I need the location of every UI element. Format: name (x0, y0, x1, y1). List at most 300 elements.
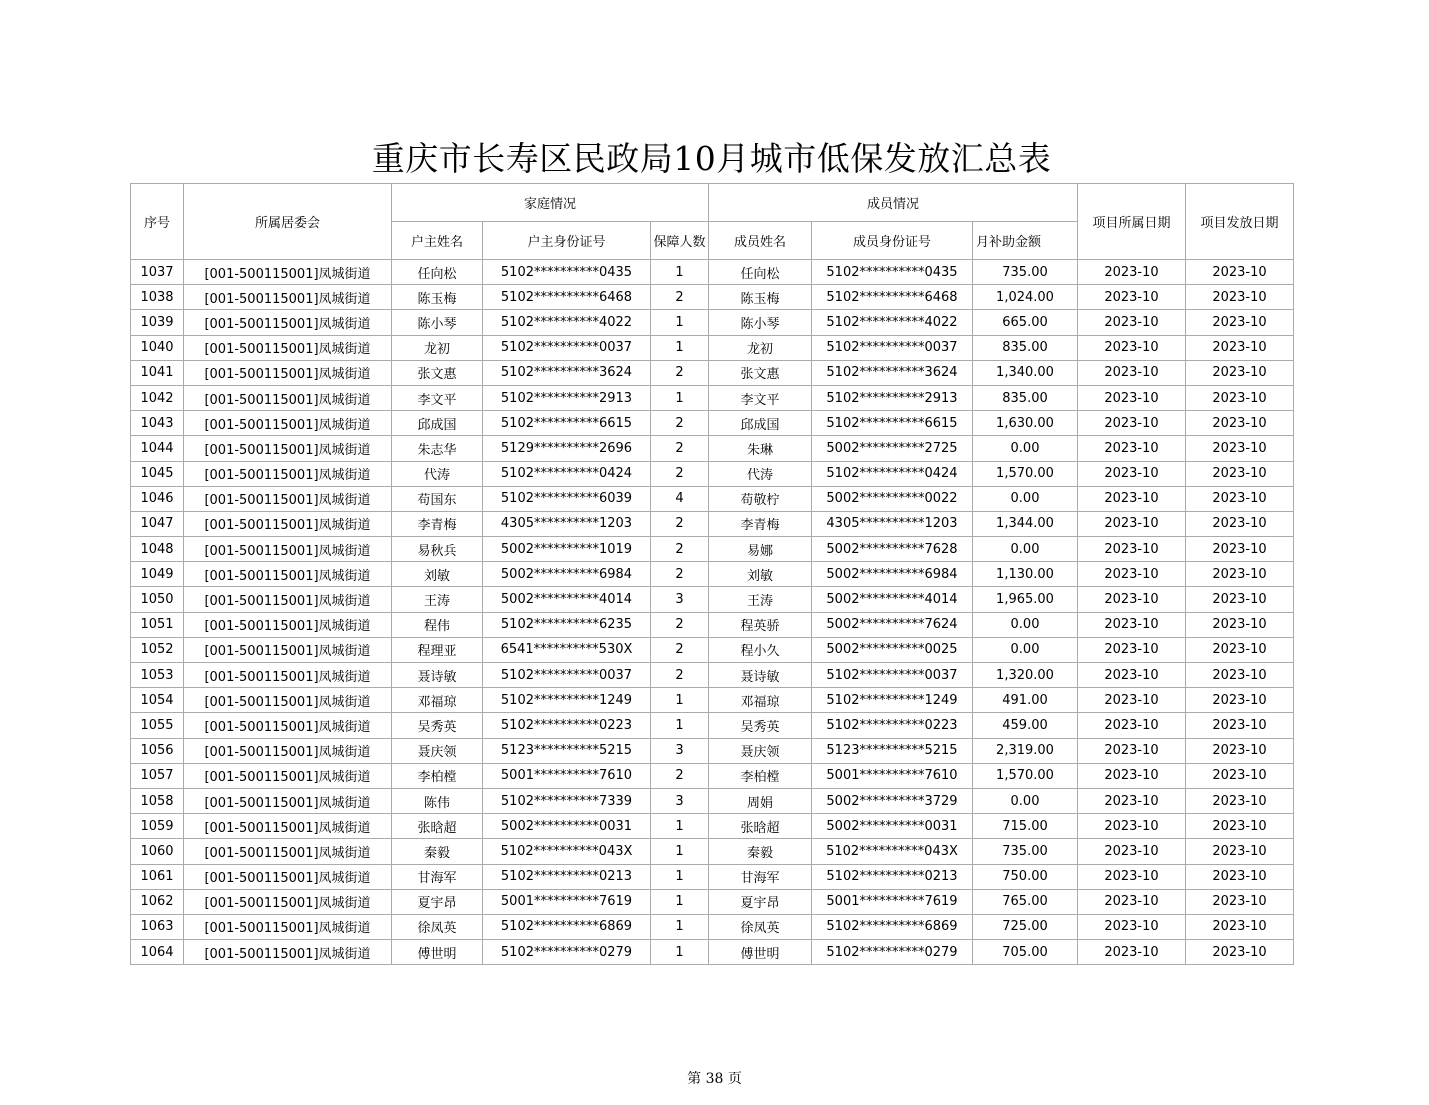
cell-subsidy: 1,965.00 (973, 587, 1078, 612)
cell-member-name: 陈小琴 (709, 310, 812, 335)
cell-seq: 1054 (131, 688, 184, 713)
cell-project-month: 2023-10 (1078, 537, 1186, 562)
cell-member-name: 任向松 (709, 260, 812, 285)
cell-head-id: 5002**********1019 (483, 537, 651, 562)
cell-member-id: 5102**********2913 (812, 385, 973, 410)
cell-head-id: 5102**********6235 (483, 612, 651, 637)
header-member-name: 成员姓名 (709, 222, 812, 260)
cell-issue-date: 2023-10 (1186, 839, 1294, 864)
cell-project-month: 2023-10 (1078, 461, 1186, 486)
cell-head-id: 5102**********1249 (483, 688, 651, 713)
cell-project-month: 2023-10 (1078, 940, 1186, 965)
cell-head-id: 5102**********6869 (483, 914, 651, 939)
cell-covered: 1 (651, 688, 709, 713)
cell-head-name: 代涛 (392, 461, 483, 486)
cell-seq: 1060 (131, 839, 184, 864)
cell-covered: 1 (651, 335, 709, 360)
cell-seq: 1063 (131, 914, 184, 939)
cell-member-id: 5102**********043X (812, 839, 973, 864)
cell-committee: [001-500115001]凤城街道 (184, 763, 392, 788)
cell-head-name: 龙初 (392, 335, 483, 360)
cell-issue-date: 2023-10 (1186, 889, 1294, 914)
cell-subsidy: 765.00 (973, 889, 1078, 914)
table-row (131, 587, 1294, 612)
cell-covered: 2 (651, 663, 709, 688)
cell-seq: 1041 (131, 360, 184, 385)
table-row (131, 285, 1294, 310)
cell-project-month: 2023-10 (1078, 688, 1186, 713)
cell-head-name: 陈玉梅 (392, 285, 483, 310)
cell-member-id: 5102**********6468 (812, 285, 973, 310)
cell-head-name: 苟国东 (392, 486, 483, 511)
cell-member-id: 4305**********1203 (812, 511, 973, 536)
cell-seq: 1053 (131, 663, 184, 688)
cell-subsidy: 1,024.00 (973, 285, 1078, 310)
subsidy-table (130, 183, 1294, 965)
cell-member-id: 5002**********0031 (812, 814, 973, 839)
table-row (131, 788, 1294, 813)
cell-seq: 1049 (131, 562, 184, 587)
cell-project-month: 2023-10 (1078, 486, 1186, 511)
cell-head-id: 5102**********0213 (483, 864, 651, 889)
cell-member-id: 5102**********0435 (812, 260, 973, 285)
cell-head-name: 易秋兵 (392, 537, 483, 562)
cell-seq: 1039 (131, 310, 184, 335)
cell-covered: 1 (651, 385, 709, 410)
cell-committee: [001-500115001]凤城街道 (184, 788, 392, 813)
cell-head-name: 吴秀英 (392, 713, 483, 738)
cell-member-id: 5002**********7628 (812, 537, 973, 562)
cell-member-id: 5002**********7624 (812, 612, 973, 637)
cell-head-name: 夏宇昂 (392, 889, 483, 914)
cell-committee: [001-500115001]凤城街道 (184, 310, 392, 335)
table-row (131, 940, 1294, 965)
cell-member-name: 苟敬柠 (709, 486, 812, 511)
cell-issue-date: 2023-10 (1186, 587, 1294, 612)
cell-seq: 1059 (131, 814, 184, 839)
table-header (131, 184, 1294, 260)
cell-covered: 2 (651, 637, 709, 662)
cell-subsidy: 0.00 (973, 637, 1078, 662)
cell-subsidy: 705.00 (973, 940, 1078, 965)
cell-member-name: 夏宇昂 (709, 889, 812, 914)
cell-head-id: 5102**********0435 (483, 260, 651, 285)
cell-member-id: 5102**********0223 (812, 713, 973, 738)
cell-seq: 1061 (131, 864, 184, 889)
cell-subsidy: 835.00 (973, 385, 1078, 410)
cell-member-id: 5002**********4014 (812, 587, 973, 612)
cell-head-id: 5102**********0424 (483, 461, 651, 486)
cell-head-id: 5102**********0223 (483, 713, 651, 738)
cell-member-id: 5102**********0424 (812, 461, 973, 486)
cell-covered: 2 (651, 612, 709, 637)
cell-project-month: 2023-10 (1078, 814, 1186, 839)
table-row (131, 335, 1294, 360)
cell-subsidy: 1,570.00 (973, 763, 1078, 788)
cell-seq: 1038 (131, 285, 184, 310)
cell-committee: [001-500115001]凤城街道 (184, 562, 392, 587)
table-row (131, 360, 1294, 385)
cell-member-name: 聂庆领 (709, 738, 812, 763)
cell-member-id: 5002**********0022 (812, 486, 973, 511)
table-row (131, 763, 1294, 788)
cell-head-id: 5102**********7339 (483, 788, 651, 813)
cell-member-name: 陈玉梅 (709, 285, 812, 310)
cell-project-month: 2023-10 (1078, 260, 1186, 285)
cell-member-name: 吴秀英 (709, 713, 812, 738)
table-row (131, 688, 1294, 713)
cell-subsidy: 0.00 (973, 486, 1078, 511)
cell-member-id: 5102**********1249 (812, 688, 973, 713)
cell-head-name: 徐凤英 (392, 914, 483, 939)
cell-seq: 1062 (131, 889, 184, 914)
cell-committee: [001-500115001]凤城街道 (184, 587, 392, 612)
cell-covered: 2 (651, 436, 709, 461)
cell-head-name: 聂庆领 (392, 738, 483, 763)
cell-seq: 1042 (131, 385, 184, 410)
cell-issue-date: 2023-10 (1186, 940, 1294, 965)
cell-member-name: 傅世明 (709, 940, 812, 965)
cell-seq: 1044 (131, 436, 184, 461)
cell-head-name: 秦毅 (392, 839, 483, 864)
cell-subsidy: 0.00 (973, 436, 1078, 461)
cell-committee: [001-500115001]凤城街道 (184, 637, 392, 662)
cell-member-name: 易娜 (709, 537, 812, 562)
cell-head-name: 张晗超 (392, 814, 483, 839)
cell-issue-date: 2023-10 (1186, 310, 1294, 335)
cell-seq: 1056 (131, 738, 184, 763)
cell-subsidy: 735.00 (973, 839, 1078, 864)
cell-committee: [001-500115001]凤城街道 (184, 360, 392, 385)
cell-head-id: 5001**********7619 (483, 889, 651, 914)
cell-committee: [001-500115001]凤城街道 (184, 335, 392, 360)
header-member-id: 成员身份证号 (812, 222, 973, 260)
cell-member-id: 5001**********7619 (812, 889, 973, 914)
cell-committee: [001-500115001]凤城街道 (184, 612, 392, 637)
cell-project-month: 2023-10 (1078, 637, 1186, 662)
cell-head-name: 邱成国 (392, 411, 483, 436)
cell-issue-date: 2023-10 (1186, 788, 1294, 813)
cell-head-id: 4305**********1203 (483, 511, 651, 536)
cell-member-name: 龙初 (709, 335, 812, 360)
cell-project-month: 2023-10 (1078, 562, 1186, 587)
table-row (131, 738, 1294, 763)
cell-project-month: 2023-10 (1078, 788, 1186, 813)
cell-member-name: 程英骄 (709, 612, 812, 637)
cell-committee: [001-500115001]凤城街道 (184, 940, 392, 965)
cell-head-id: 5102**********0279 (483, 940, 651, 965)
table-row (131, 537, 1294, 562)
cell-member-id: 5102**********0213 (812, 864, 973, 889)
table-row (131, 713, 1294, 738)
cell-committee: [001-500115001]凤城街道 (184, 285, 392, 310)
table-row (131, 864, 1294, 889)
cell-project-month: 2023-10 (1078, 385, 1186, 410)
cell-member-id: 5002**********6984 (812, 562, 973, 587)
cell-committee: [001-500115001]凤城街道 (184, 713, 392, 738)
cell-project-month: 2023-10 (1078, 663, 1186, 688)
cell-member-name: 秦毅 (709, 839, 812, 864)
cell-member-name: 邱成国 (709, 411, 812, 436)
cell-committee: [001-500115001]凤城街道 (184, 537, 392, 562)
cell-issue-date: 2023-10 (1186, 511, 1294, 536)
cell-head-id: 5102**********0037 (483, 663, 651, 688)
cell-head-id: 5102**********0037 (483, 335, 651, 360)
header-subsidy: 月补助金额 (973, 222, 1078, 260)
cell-covered: 1 (651, 914, 709, 939)
cell-issue-date: 2023-10 (1186, 436, 1294, 461)
cell-head-id: 5123**********5215 (483, 738, 651, 763)
cell-member-id: 5002**********3729 (812, 788, 973, 813)
cell-seq: 1055 (131, 713, 184, 738)
cell-issue-date: 2023-10 (1186, 713, 1294, 738)
cell-head-name: 王涛 (392, 587, 483, 612)
cell-head-id: 5002**********4014 (483, 587, 651, 612)
cell-head-name: 李柏樘 (392, 763, 483, 788)
table-row (131, 461, 1294, 486)
cell-subsidy: 2,319.00 (973, 738, 1078, 763)
table-row (131, 411, 1294, 436)
cell-seq: 1043 (131, 411, 184, 436)
table-row (131, 486, 1294, 511)
cell-covered: 2 (651, 763, 709, 788)
cell-project-month: 2023-10 (1078, 587, 1186, 612)
table-row (131, 914, 1294, 939)
cell-committee: [001-500115001]凤城街道 (184, 260, 392, 285)
cell-head-id: 6541**********530X (483, 637, 651, 662)
cell-seq: 1047 (131, 511, 184, 536)
cell-member-id: 5102**********0279 (812, 940, 973, 965)
cell-subsidy: 715.00 (973, 814, 1078, 839)
cell-head-name: 聂诗敏 (392, 663, 483, 688)
cell-covered: 2 (651, 537, 709, 562)
cell-head-id: 5129**********2696 (483, 436, 651, 461)
cell-seq: 1050 (131, 587, 184, 612)
header-row-1 (131, 184, 1294, 222)
cell-head-id: 5102**********043X (483, 839, 651, 864)
cell-subsidy: 665.00 (973, 310, 1078, 335)
cell-seq: 1058 (131, 788, 184, 813)
cell-subsidy: 0.00 (973, 788, 1078, 813)
cell-head-id: 5002**********6984 (483, 562, 651, 587)
cell-project-month: 2023-10 (1078, 914, 1186, 939)
cell-seq: 1037 (131, 260, 184, 285)
cell-covered: 2 (651, 562, 709, 587)
cell-member-id: 5102**********0037 (812, 663, 973, 688)
cell-head-name: 甘海军 (392, 864, 483, 889)
cell-subsidy: 1,130.00 (973, 562, 1078, 587)
cell-head-id: 5001**********7610 (483, 763, 651, 788)
page-number: 第 38 页 (687, 1071, 742, 1087)
cell-committee: [001-500115001]凤城街道 (184, 864, 392, 889)
cell-issue-date: 2023-10 (1186, 260, 1294, 285)
table-row (131, 436, 1294, 461)
cell-issue-date: 2023-10 (1186, 486, 1294, 511)
cell-covered: 1 (651, 940, 709, 965)
cell-member-name: 朱琳 (709, 436, 812, 461)
cell-member-id: 5102**********6869 (812, 914, 973, 939)
table-row (131, 839, 1294, 864)
cell-head-name: 李青梅 (392, 511, 483, 536)
cell-member-id: 5001**********7610 (812, 763, 973, 788)
table-row (131, 310, 1294, 335)
cell-member-name: 聂诗敏 (709, 663, 812, 688)
cell-seq: 1048 (131, 537, 184, 562)
cell-committee: [001-500115001]凤城街道 (184, 411, 392, 436)
cell-issue-date: 2023-10 (1186, 461, 1294, 486)
cell-issue-date: 2023-10 (1186, 385, 1294, 410)
cell-head-name: 张文惠 (392, 360, 483, 385)
cell-subsidy: 835.00 (973, 335, 1078, 360)
cell-member-name: 张晗超 (709, 814, 812, 839)
table-row (131, 511, 1294, 536)
cell-member-name: 甘海军 (709, 864, 812, 889)
cell-head-id: 5002**********0031 (483, 814, 651, 839)
cell-member-name: 代涛 (709, 461, 812, 486)
cell-subsidy: 1,320.00 (973, 663, 1078, 688)
table-row (131, 637, 1294, 662)
cell-covered: 4 (651, 486, 709, 511)
cell-head-name: 陈小琴 (392, 310, 483, 335)
cell-seq: 1052 (131, 637, 184, 662)
cell-member-name: 张文惠 (709, 360, 812, 385)
table-row (131, 814, 1294, 839)
header-issue-date: 项目发放日期 (1186, 184, 1294, 260)
cell-issue-date: 2023-10 (1186, 612, 1294, 637)
cell-committee: [001-500115001]凤城街道 (184, 738, 392, 763)
cell-committee: [001-500115001]凤城街道 (184, 889, 392, 914)
cell-project-month: 2023-10 (1078, 360, 1186, 385)
cell-issue-date: 2023-10 (1186, 688, 1294, 713)
header-seq: 序号 (131, 184, 184, 260)
cell-seq: 1046 (131, 486, 184, 511)
cell-project-month: 2023-10 (1078, 511, 1186, 536)
cell-covered: 1 (651, 839, 709, 864)
cell-covered: 1 (651, 260, 709, 285)
header-project-month: 项目所属日期 (1078, 184, 1186, 260)
cell-member-id: 5002**********0025 (812, 637, 973, 662)
cell-head-id: 5102**********6039 (483, 486, 651, 511)
cell-covered: 1 (651, 310, 709, 335)
cell-head-name: 邓福琼 (392, 688, 483, 713)
cell-project-month: 2023-10 (1078, 335, 1186, 360)
cell-covered: 2 (651, 461, 709, 486)
cell-covered: 3 (651, 788, 709, 813)
cell-head-name: 傅世明 (392, 940, 483, 965)
cell-covered: 1 (651, 814, 709, 839)
cell-member-id: 5123**********5215 (812, 738, 973, 763)
cell-member-id: 5102**********4022 (812, 310, 973, 335)
cell-head-id: 5102**********3624 (483, 360, 651, 385)
cell-issue-date: 2023-10 (1186, 562, 1294, 587)
cell-member-id: 5102**********3624 (812, 360, 973, 385)
cell-issue-date: 2023-10 (1186, 914, 1294, 939)
cell-project-month: 2023-10 (1078, 713, 1186, 738)
cell-project-month: 2023-10 (1078, 612, 1186, 637)
cell-covered: 1 (651, 889, 709, 914)
cell-subsidy: 0.00 (973, 612, 1078, 637)
cell-subsidy: 735.00 (973, 260, 1078, 285)
cell-project-month: 2023-10 (1078, 839, 1186, 864)
cell-project-month: 2023-10 (1078, 738, 1186, 763)
cell-issue-date: 2023-10 (1186, 637, 1294, 662)
cell-head-name: 程伟 (392, 612, 483, 637)
cell-issue-date: 2023-10 (1186, 738, 1294, 763)
cell-committee: [001-500115001]凤城街道 (184, 914, 392, 939)
cell-project-month: 2023-10 (1078, 864, 1186, 889)
cell-project-month: 2023-10 (1078, 411, 1186, 436)
cell-covered: 3 (651, 587, 709, 612)
cell-member-id: 5102**********0037 (812, 335, 973, 360)
cell-member-id: 5102**********6615 (812, 411, 973, 436)
cell-seq: 1057 (131, 763, 184, 788)
cell-member-name: 李青梅 (709, 511, 812, 536)
cell-member-name: 程小久 (709, 637, 812, 662)
cell-subsidy: 1,340.00 (973, 360, 1078, 385)
cell-issue-date: 2023-10 (1186, 663, 1294, 688)
cell-project-month: 2023-10 (1078, 763, 1186, 788)
cell-issue-date: 2023-10 (1186, 814, 1294, 839)
table-body (131, 260, 1294, 965)
cell-head-name: 李文平 (392, 385, 483, 410)
header-member-group: 成员情况 (709, 184, 1078, 222)
cell-member-name: 周娟 (709, 788, 812, 813)
cell-head-id: 5102**********6615 (483, 411, 651, 436)
cell-head-name: 刘敏 (392, 562, 483, 587)
cell-subsidy: 459.00 (973, 713, 1078, 738)
cell-issue-date: 2023-10 (1186, 763, 1294, 788)
cell-committee: [001-500115001]凤城街道 (184, 511, 392, 536)
cell-issue-date: 2023-10 (1186, 537, 1294, 562)
header-head-name: 户主姓名 (392, 222, 483, 260)
cell-project-month: 2023-10 (1078, 310, 1186, 335)
cell-head-name: 程理亚 (392, 637, 483, 662)
table-row (131, 260, 1294, 285)
cell-covered: 2 (651, 285, 709, 310)
cell-committee: [001-500115001]凤城街道 (184, 688, 392, 713)
cell-project-month: 2023-10 (1078, 436, 1186, 461)
header-committee: 所属居委会 (184, 184, 392, 260)
cell-member-id: 5002**********2725 (812, 436, 973, 461)
header-covered: 保障人数 (651, 222, 709, 260)
table-row (131, 385, 1294, 410)
cell-member-name: 王涛 (709, 587, 812, 612)
cell-committee: [001-500115001]凤城街道 (184, 385, 392, 410)
cell-head-name: 陈伟 (392, 788, 483, 813)
cell-committee: [001-500115001]凤城街道 (184, 814, 392, 839)
cell-committee: [001-500115001]凤城街道 (184, 461, 392, 486)
cell-head-name: 任向松 (392, 260, 483, 285)
cell-member-name: 邓福琼 (709, 688, 812, 713)
cell-member-name: 刘敏 (709, 562, 812, 587)
table-row (131, 562, 1294, 587)
cell-covered: 1 (651, 864, 709, 889)
cell-committee: [001-500115001]凤城街道 (184, 663, 392, 688)
cell-covered: 3 (651, 738, 709, 763)
cell-covered: 1 (651, 713, 709, 738)
cell-subsidy: 1,344.00 (973, 511, 1078, 536)
cell-member-name: 李文平 (709, 385, 812, 410)
cell-committee: [001-500115001]凤城街道 (184, 436, 392, 461)
cell-subsidy: 491.00 (973, 688, 1078, 713)
cell-seq: 1045 (131, 461, 184, 486)
cell-committee: [001-500115001]凤城街道 (184, 486, 392, 511)
cell-project-month: 2023-10 (1078, 889, 1186, 914)
cell-seq: 1064 (131, 940, 184, 965)
cell-subsidy: 1,570.00 (973, 461, 1078, 486)
cell-head-id: 5102**********4022 (483, 310, 651, 335)
cell-issue-date: 2023-10 (1186, 411, 1294, 436)
